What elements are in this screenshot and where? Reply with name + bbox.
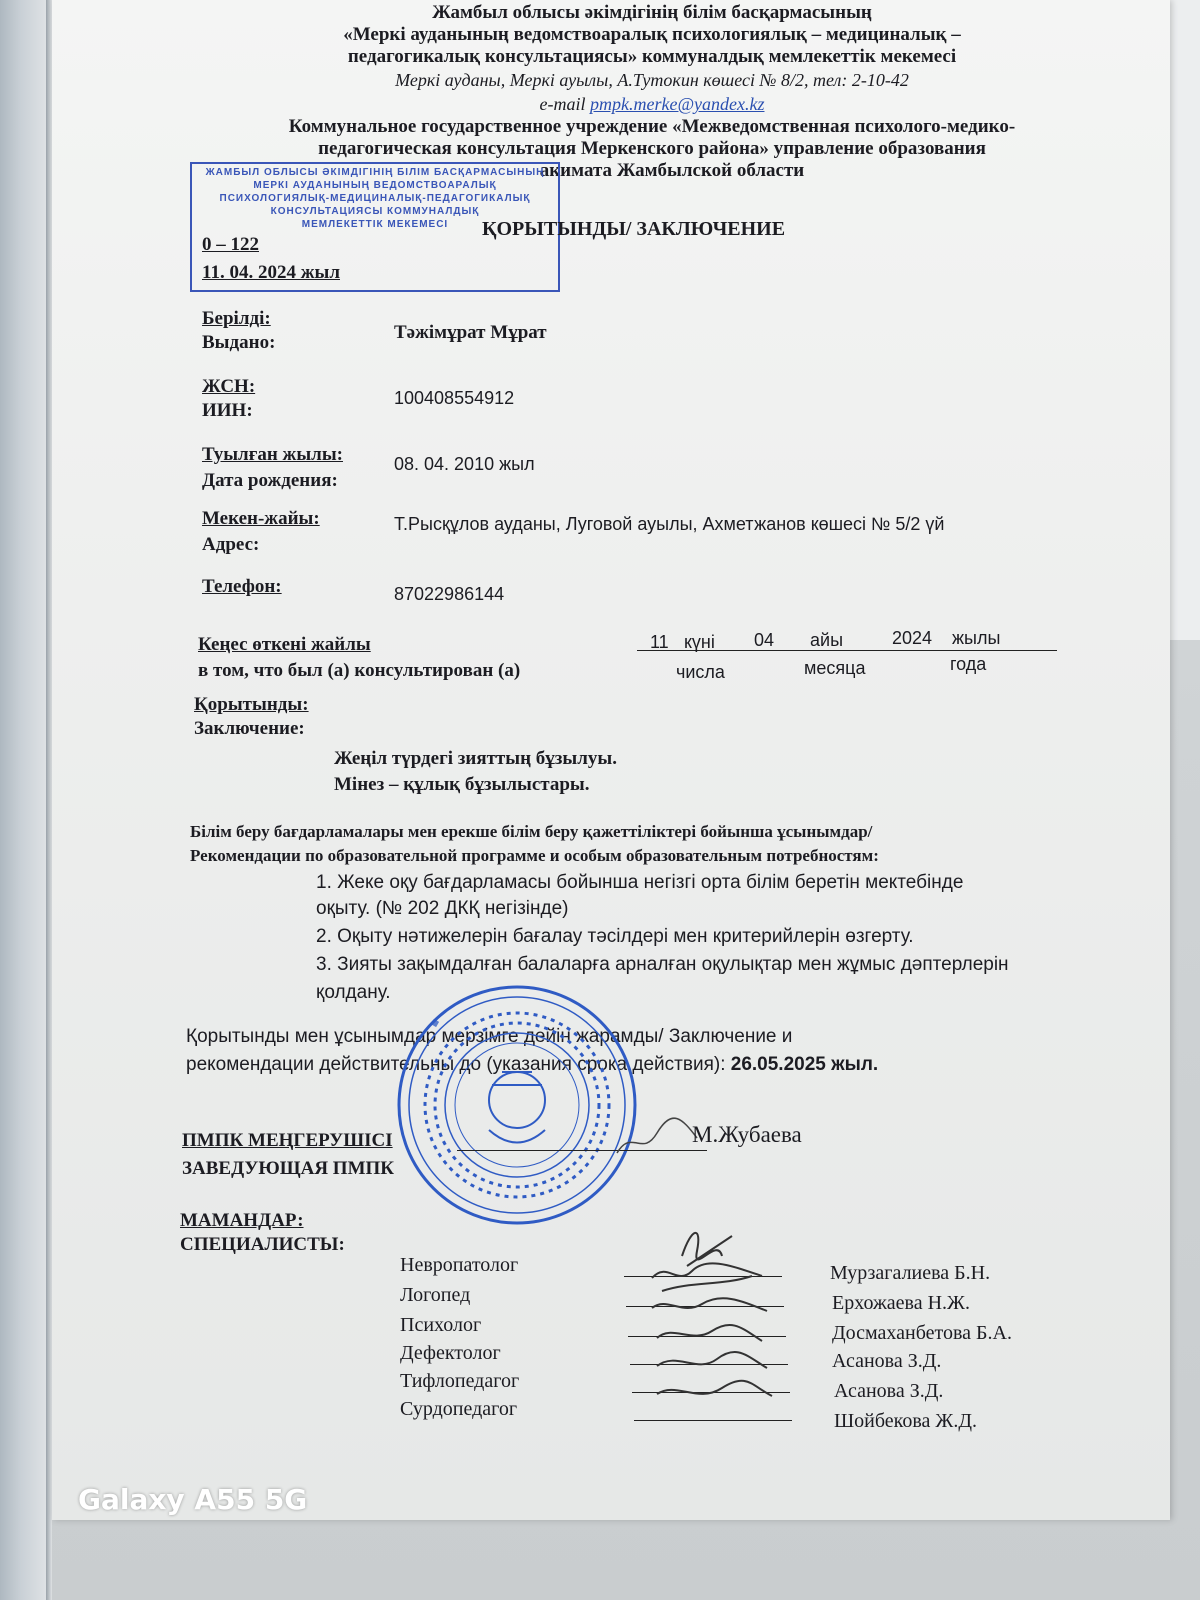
specialist-role: Психолог [400, 1314, 482, 1336]
validity-line2: рекомендации действительны до (указания срока действия): 26.05.2025 жыл. [186, 1054, 879, 1075]
field-phone-value: 87022986144 [394, 584, 505, 604]
recommendation-item3-b: қолдану. [316, 982, 391, 1003]
head-name: М.Жубаева [692, 1122, 802, 1147]
specialist-name: Асанова З.Д. [834, 1380, 944, 1402]
registration-date: 11. 04. 2024 жыл [202, 262, 340, 283]
recommendation-item1-b: оқыту. (№ 202 ДКҚ негізінде) [316, 898, 569, 919]
field-iin-value: 100408554912 [394, 388, 515, 408]
document-title: ҚОРЫТЫНДЫ/ ЗАКЛЮЧЕНИЕ [482, 218, 786, 240]
header-kz-line3: педагогикалық консультациясы» коммуналдық мемлекеттік мекемесі [347, 46, 957, 67]
header-kz-line1: Жамбыл облысы әкімдігінің білім басқармасының [432, 2, 872, 23]
consult-day-ru: числа [676, 662, 725, 682]
specialist-role: Сурдопедагог [400, 1398, 518, 1420]
specialists-title-kz: МАМАНДАР: [180, 1210, 304, 1231]
recommendation-item3-a: 3. Зияты зақымдалған балаларға арналған оқулықтар мен жұмыс дәптерлерін [316, 954, 1009, 975]
specialist-role: Дефектолог [400, 1342, 501, 1364]
header-kz-line2: «Меркі ауданының ведомствоаралық психологиялық – медициналық – [343, 24, 961, 45]
field-phone-label: Телефон: [202, 576, 282, 597]
document-page [52, 0, 1170, 1520]
registration-number: 0 – 122 [202, 234, 259, 255]
head-title-kz: ПМПК МЕҢГЕРУШІСІ [182, 1130, 393, 1151]
consult-day: 11 [650, 632, 669, 652]
consult-label-kz: Кеңес өткені жайлы [198, 634, 371, 655]
conclusion-line1: Жеңіл түрдегі зияттың бұзылуы. [334, 748, 618, 769]
specialist-signatures [622, 1216, 792, 1426]
validity-line1: Қорытынды мен ұсынымдар мерзімге дейін жарамды/ Заключение и [186, 1026, 793, 1047]
email-prefix: e-mail [539, 94, 586, 114]
header-ru-line2: педагогическая консультация Меркенского района» управление образования [318, 138, 986, 159]
specialist-role: Тифлопедагог [400, 1370, 520, 1392]
specialist-role: Невропатолог [400, 1254, 519, 1276]
stamp-line2: МЕРКІ АУДАНЫНЫҢ ВЕДОМСТВОАРАЛЫҚ [253, 180, 497, 191]
specialist-name: Ерхожаева Н.Ж. [832, 1292, 970, 1314]
consult-year: 2024 [892, 628, 933, 648]
field-iin-label-ru: ИИН: [202, 400, 253, 421]
stamp-line4: КОНСУЛЬТАЦИЯСЫ КОММУНАЛДЫҚ [270, 206, 480, 217]
recommendations-heading-kz: Білім беру бағдарламалары мен ерекше білім беру қажеттіліктері бойынша ұсынымдар/ [190, 822, 873, 841]
stamp-line5: МЕМЛЕКЕТТІК МЕКЕМЕСІ [301, 219, 449, 230]
stamp-line1: ЖАМБЫЛ ОБЛЫСЫ ӘКІМДІГІНІҢ БІЛІМ БАСҚАРМАСЫНЫҢ [205, 167, 545, 178]
email-link[interactable]: pmpk.merke@yandex.kz [590, 94, 765, 114]
field-address-label-kz: Мекен-жайы: [202, 508, 320, 529]
recommendation-item1-a: 1. Жеке оқу бағдарламасы бойынша негізгі орта білім беретін мектебінде [316, 872, 964, 893]
head-signature [612, 1108, 702, 1168]
recommendations-heading-ru: Рекомендации по образовательной программе и особым образовательным потребностям: [190, 846, 879, 865]
consult-month-kz: айы [810, 630, 844, 650]
stamp-line3: ПСИХОЛОГИЯЛЫҚ-МЕДИЦИНАЛЫҚ-ПЕДАГОГИКАЛЫҚ [219, 193, 531, 204]
specialist-name: Мурзагалиева Б.Н. [830, 1262, 991, 1284]
official-round-seal [392, 980, 642, 1230]
consult-year-ru: года [950, 654, 987, 674]
head-title-ru: ЗАВЕДУЮЩАЯ ПМПК [182, 1158, 395, 1179]
specialist-role: Логопед [400, 1284, 471, 1306]
consult-day-kz: күні [684, 632, 715, 652]
specialist-name: Шойбекова Ж.Д. [834, 1410, 977, 1432]
field-issued-label-ru: Выдано: [202, 332, 276, 353]
validity-date: 26.05.2025 жыл. [730, 1054, 879, 1075]
binder-edge [0, 0, 52, 1600]
consult-month: 04 [754, 630, 775, 650]
field-address-value: Т.Рысқұлов ауданы, Луговой ауылы, Ахметжанов көшесі № 5/2 үй [394, 514, 945, 534]
conclusion-label-ru: Заключение: [194, 718, 305, 739]
field-birth-label-ru: Дата рождения: [202, 470, 338, 491]
field-issued-label-kz: Берілді: [202, 308, 271, 329]
specialists-title-ru: СПЕЦИАЛИСТЫ: [180, 1234, 345, 1255]
header-ru-line3: акимата Жамбылской области [539, 160, 805, 181]
header-ru-line1: Коммунальное государственное учреждение «Межведомственная психолого-медико- [288, 116, 1016, 137]
header-email-line [202, 94, 1102, 115]
field-address-label-ru: Адрес: [202, 534, 260, 555]
camera-watermark: Galaxy A55 5G [78, 1483, 308, 1516]
specialist-name: Асанова З.Д. [832, 1350, 942, 1372]
consult-label-ru: в том, что был (а) консультирован (а) [198, 660, 521, 681]
specialist-name: Досмаханбетова Б.А. [832, 1322, 1012, 1344]
field-issued-value: Тәжімұрат Мұрат [394, 322, 547, 343]
conclusion-line2: Мінез – құлық бұзылыстары. [334, 774, 590, 795]
header-address: Меркі ауданы, Меркі ауылы, А.Тутокин көшесі № 8/2, тел: 2-10-42 [395, 70, 909, 90]
consult-month-ru: месяца [804, 658, 866, 678]
field-iin-label-kz: ЖСН: [202, 376, 256, 397]
recommendation-item2: 2. Оқыту нәтижелерін бағалау тәсілдері мен критерийлерін өзгерту. [316, 926, 914, 947]
field-birth-value: 08. 04. 2010 жыл [394, 454, 535, 474]
consult-year-kz: жылы [952, 628, 1001, 648]
field-birth-label-kz: Туылған жылы: [202, 444, 343, 465]
conclusion-label-kz: Қорытынды: [194, 694, 309, 715]
